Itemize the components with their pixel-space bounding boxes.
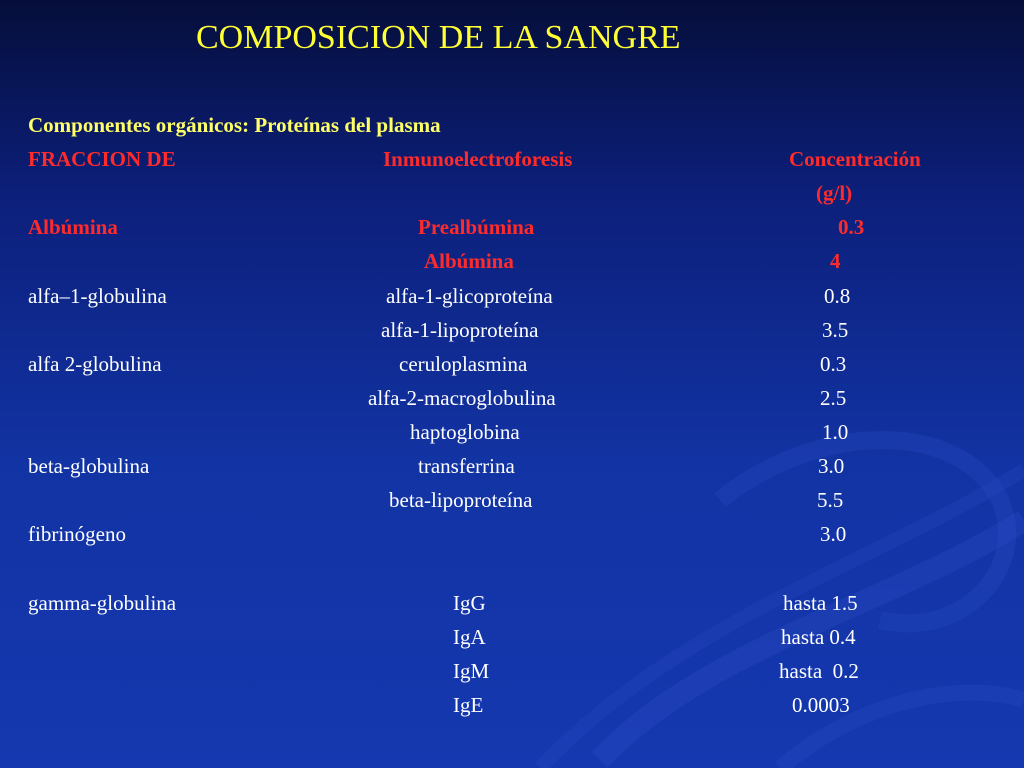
concentration-value: 5.5: [817, 488, 844, 512]
concentration-value: hasta 1.5: [783, 591, 858, 615]
protein-label: IgG: [453, 591, 486, 615]
protein-label: Albúmina: [424, 249, 514, 273]
protein-label: IgE: [453, 693, 484, 717]
protein-label: beta-lipoproteína: [389, 488, 533, 512]
header-concentration: Concentración: [789, 147, 921, 171]
fraction-label: Albúmina: [28, 215, 118, 239]
concentration-value: 3.0: [818, 454, 845, 478]
concentration-value: 0.8: [824, 284, 851, 308]
protein-label: alfa-1-glicoproteína: [386, 284, 553, 308]
protein-label: transferrina: [418, 454, 515, 478]
concentration-value: hasta 0.2: [779, 659, 859, 683]
concentration-value: 3.5: [822, 318, 849, 342]
concentration-value: 0.3: [838, 215, 865, 239]
protein-label: alfa-1-lipoproteína: [381, 318, 539, 342]
concentration-value: 3.0: [820, 522, 847, 546]
protein-label: alfa-2-macroglobulina: [368, 386, 556, 410]
concentration-value: hasta 0.4: [781, 625, 856, 649]
slide-title: COMPOSICION DE LA SANGRE: [196, 19, 681, 56]
protein-label: IgM: [453, 659, 490, 683]
protein-label: IgA: [453, 625, 486, 649]
header-fraction: FRACCION DE: [28, 147, 176, 171]
concentration-value: 0.0003: [792, 693, 850, 717]
protein-label: haptoglobina: [410, 420, 520, 444]
concentration-value: 0.3: [820, 352, 847, 376]
fraction-label: beta-globulina: [28, 454, 150, 478]
fraction-label: gamma-globulina: [28, 591, 177, 615]
protein-label: ceruloplasmina: [399, 352, 528, 376]
fraction-label: fibrinógeno: [28, 522, 126, 546]
fraction-label: alfa 2-globulina: [28, 352, 162, 376]
header-immunoelectrophoresis: Inmunoelectroforesis: [383, 147, 573, 171]
slide-subtitle: Componentes orgánicos: Proteínas del plasma: [28, 113, 441, 137]
protein-label: Prealbúmina: [418, 215, 535, 239]
concentration-value: 1.0: [822, 420, 849, 444]
concentration-value: 4: [830, 249, 841, 273]
fraction-label: alfa–1-globulina: [28, 284, 167, 308]
concentration-value: 2.5: [820, 386, 847, 410]
header-concentration-unit: (g/l): [816, 181, 853, 205]
